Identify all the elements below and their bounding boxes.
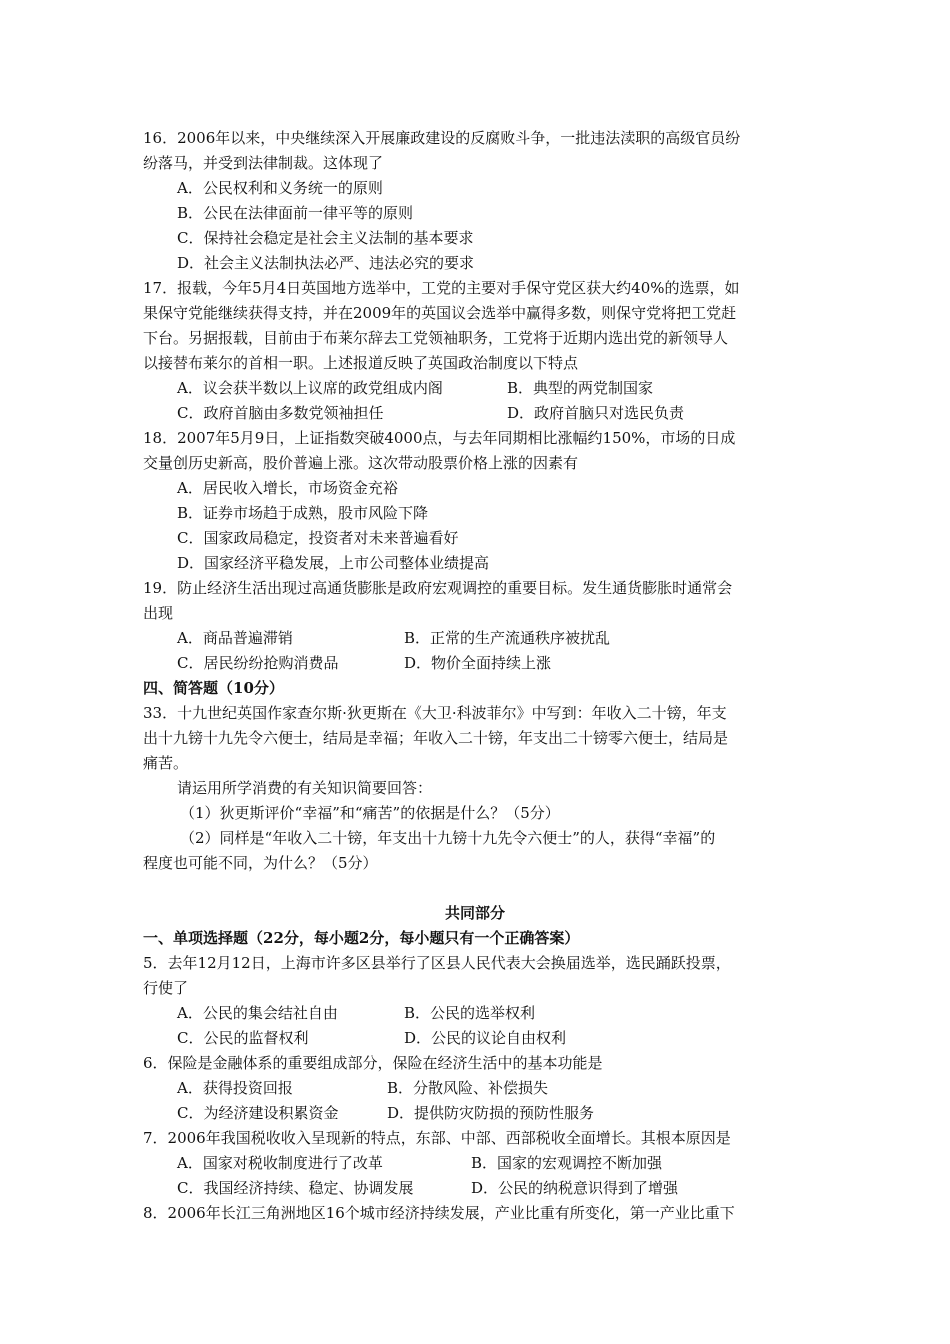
q17-stem-line4: 以接替布莱尔的首相一职。上述报道反映了英国政治制度以下特点 xyxy=(143,354,579,372)
q16-option-a: A．公民权利和义务统一的原则 xyxy=(177,179,383,197)
q6-stem-line1: 6．保险是金融体系的重要组成部分，保险在经济生活中的基本功能是 xyxy=(143,1054,603,1072)
q5-stem-line1: 5．去年12月12日，上海市许多区县举行了区县人民代表大会换届选举，选民踊跃投票， xyxy=(143,954,731,972)
q18-option-a: A．居民收入增长，市场资金充裕 xyxy=(177,479,398,497)
common-section-title: 共同部分 xyxy=(444,904,505,922)
q18-stem-line2: 交量创历史新高，股价普遍上涨。这次带动股票价格上涨的因素有 xyxy=(143,454,579,472)
q5-option-c: C．公民的监督权利 xyxy=(177,1029,309,1047)
q17-option-c: C．政府首脑由多数党领袖担任 xyxy=(177,404,384,422)
q18-option-b: B．证券市场趋于成熟，股市风险下降 xyxy=(177,504,429,522)
q6-option-a: A．获得投资回报 xyxy=(177,1079,293,1097)
q7-option-a: A．国家对税收制度进行了改革 xyxy=(177,1154,383,1172)
q19-option-d: D．物价全面持续上涨 xyxy=(404,654,552,672)
q16-option-d: D．社会主义法制执法必严、违法必究的要求 xyxy=(177,254,475,272)
q17-stem-line2: 果保守党能继续获得支持，并在2009年的英国议会选举中赢得多数，则保守党将把工党赶 xyxy=(143,304,737,322)
q33-sub1: （1）狄更斯评价“幸福”和“痛苦”的依据是什么？（5分） xyxy=(180,804,560,822)
q17-option-a: A．议会获半数以上议席的政党组成内阁 xyxy=(177,379,443,397)
q33-sub2-line1: （2）同样是“年收入二十镑，年支出十九镑十九先令六便士”的人，获得“幸福”的 xyxy=(180,829,716,847)
section4-heading: 四、简答题（10分） xyxy=(143,679,284,697)
q7-stem-line1: 7．2006年我国税收收入呈现新的特点，东部、中部、西部税收全面增长。其根本原因是 xyxy=(143,1129,731,1147)
q5-option-b: B．公民的选举权利 xyxy=(404,1004,536,1022)
q33-stem-line1: 33．十九世纪英国作家查尔斯·狄更斯在《大卫·科波菲尔》中写到：年收入二十镑，年支 xyxy=(143,704,727,722)
q5-stem-line2: 行使了 xyxy=(143,979,189,997)
q18-option-c: C．国家政局稳定，投资者对未来普遍看好 xyxy=(177,529,459,547)
q7-option-d: D．公民的纳税意识得到了增强 xyxy=(471,1179,679,1197)
q33-prompt: 请运用所学消费的有关知识简要回答： xyxy=(177,779,433,797)
q7-option-c: C．我国经济持续、稳定、协调发展 xyxy=(177,1179,414,1197)
q19-option-a: A．商品普遍滞销 xyxy=(177,629,293,647)
q19-stem-line1: 19．防止经济生活出现过高通货膨胀是政府宏观调控的重要目标。发生通货膨胀时通常会 xyxy=(143,579,733,597)
q16-stem-line2: 纷落马，并受到法律制裁。这体现了 xyxy=(143,154,384,172)
q33-stem-line3: 痛苦。 xyxy=(143,754,189,772)
q18-stem-line1: 18．2007年5月9日，上证指数突破4000点，与去年同期相比涨幅约150%，市场的日成 xyxy=(143,429,736,447)
q33-sub2-line2: 程度也可能不同，为什么？（5分） xyxy=(143,854,378,872)
q16-option-c: C．保持社会稳定是社会主义法制的基本要求 xyxy=(177,229,474,247)
q16-stem-line1: 16．2006年以来，中央继续深入开展廉政建设的反腐败斗争，一批违法渎职的高级官员纷 xyxy=(143,129,741,147)
common-section1-heading: 一、单项选择题（22分，每小题2分，每小题只有一个正确答案） xyxy=(143,929,580,947)
q5-option-d: D．公民的议论自由权利 xyxy=(404,1029,567,1047)
q6-option-c: C．为经济建设积累资金 xyxy=(177,1104,339,1122)
q6-option-b: B．分散风险、补偿损失 xyxy=(387,1079,549,1097)
q17-option-d: D．政府首脑只对选民负责 xyxy=(507,404,685,422)
q6-option-d: D．提供防灾防损的预防性服务 xyxy=(387,1104,595,1122)
q19-option-b: B．正常的生产流通秩序被扰乱 xyxy=(404,629,611,647)
q16-option-b: B．公民在法律面前一律平等的原则 xyxy=(177,204,414,222)
q5-option-a: A．公民的集会结社自由 xyxy=(177,1004,338,1022)
q18-option-d: D．国家经济平稳发展，上市公司整体业绩提高 xyxy=(177,554,490,572)
q19-stem-line2: 出现 xyxy=(143,604,174,622)
q17-stem-line1: 17．报载，今年5月4日英国地方选举中，工党的主要对手保守党区获大约40%的选票，如 xyxy=(143,279,740,297)
q8-stem-line1: 8．2006年长江三角洲地区16个城市经济持续发展，产业比重有所变化，第一产业比重下 xyxy=(143,1204,735,1222)
q33-stem-line2: 出十九镑十九先令六便士，结局是幸福；年收入二十镑，年支出二十镑零六便士，结局是 xyxy=(143,729,729,747)
q19-option-c: C．居民纷纷抢购消费品 xyxy=(177,654,339,672)
q17-option-b: B．典型的两党制国家 xyxy=(507,379,654,397)
q17-stem-line3: 下台。另据报载，目前由于布莱尔辞去工党领袖职务，工党将于近期内选出党的新领导人 xyxy=(143,329,729,347)
q7-option-b: B．国家的宏观调控不断加强 xyxy=(471,1154,663,1172)
